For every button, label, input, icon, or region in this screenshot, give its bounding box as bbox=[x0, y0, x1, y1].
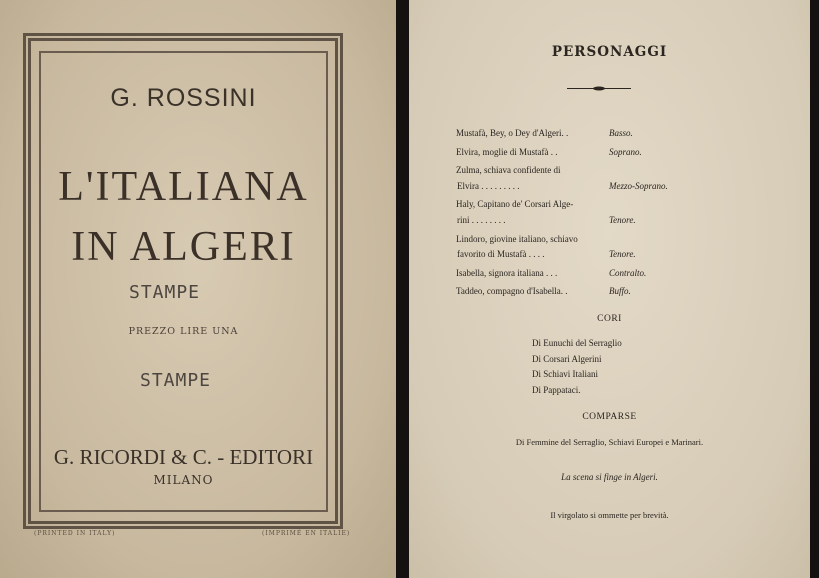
cast-row bbox=[454, 247, 794, 263]
ornament-rule-icon bbox=[567, 86, 631, 91]
cast-voice: Buffo. bbox=[609, 286, 631, 297]
cast-row bbox=[454, 179, 794, 195]
cast-name: Elvira, moglie di Mustafà . . bbox=[456, 146, 558, 157]
stamp-mark-top: STAMPE bbox=[129, 282, 201, 303]
imprime-en-italie-note: (IMPRIMÉ EN ITALIE) bbox=[262, 530, 351, 537]
cover-city: MILANO bbox=[153, 473, 214, 487]
cast-name: Isabella, signora italiana . . . bbox=[456, 267, 558, 278]
cover-price: PREZZO LIRE UNA bbox=[128, 326, 239, 337]
cast-voice: Soprano. bbox=[609, 146, 642, 157]
printed-in-italy-note: (PRINTED IN ITALY) bbox=[34, 530, 116, 537]
cast-name: Zulma, schiava confidente di bbox=[456, 165, 561, 176]
comparse-text: Di Femmine del Serraglio, Schiavi Europei e Marinari. bbox=[515, 437, 704, 447]
cast-name: Elvira . . . . . . . . . bbox=[457, 180, 520, 191]
cast-name: Haly, Capitano de' Corsari Alge- bbox=[456, 199, 574, 210]
page-heading: PERSONAGGI bbox=[551, 44, 668, 60]
cover-title-line-2: IN ALGERI bbox=[71, 224, 296, 270]
comparse-heading: COMPARSE bbox=[582, 412, 637, 422]
cast-list-page bbox=[409, 0, 810, 578]
cast-name: rini . . . . . . . . bbox=[457, 214, 506, 225]
cori-item: Di Schiavi Italiani bbox=[532, 369, 598, 379]
opera-cover-page bbox=[0, 0, 396, 578]
cast-voice: Basso. bbox=[609, 128, 633, 138]
cori-item: Di Pappataci. bbox=[532, 384, 581, 395]
cover-title-line-1: L'ITALIANA bbox=[58, 164, 309, 210]
cast-row bbox=[454, 126, 794, 142]
cast-row bbox=[454, 197, 794, 213]
stamp-mark-bottom: STAMPE bbox=[140, 370, 212, 391]
cast-voice: Contralto. bbox=[609, 267, 647, 278]
cast-name: Lindoro, giovine italiano, schiavo bbox=[456, 233, 578, 244]
cast-row bbox=[454, 232, 794, 248]
cori-list bbox=[532, 336, 622, 398]
cover-publisher: G. RICORDI & C. - EDITORI bbox=[53, 445, 314, 469]
cover-author: G. ROSSINI bbox=[110, 84, 257, 112]
cast-list bbox=[454, 126, 794, 300]
cast-row bbox=[454, 266, 794, 282]
cast-row bbox=[454, 213, 794, 229]
cast-name: Mustafà, Bey, o Dey d'Algeri. . bbox=[456, 128, 569, 138]
cast-row bbox=[454, 163, 794, 179]
cori-heading: CORI bbox=[597, 314, 622, 324]
scene-setting: La scena si finge in Algeri. bbox=[561, 472, 658, 482]
cori-item: Di Eunuchi del Serraglio bbox=[532, 338, 622, 348]
cast-voice: Tenore. bbox=[609, 249, 636, 260]
cast-row bbox=[454, 145, 794, 161]
cast-name: favorito di Mustafà . . . . bbox=[457, 249, 545, 260]
cast-voice: Mezzo-Soprano. bbox=[609, 180, 668, 191]
abridgement-note: Il virgolato si ommette per brevità. bbox=[550, 510, 669, 520]
cast-row bbox=[454, 284, 794, 300]
cori-item: Di Corsari Algerini bbox=[532, 353, 602, 364]
cast-name: Taddeo, compagno d'Isabella. . bbox=[456, 286, 568, 297]
cast-voice: Tenore. bbox=[609, 214, 636, 225]
